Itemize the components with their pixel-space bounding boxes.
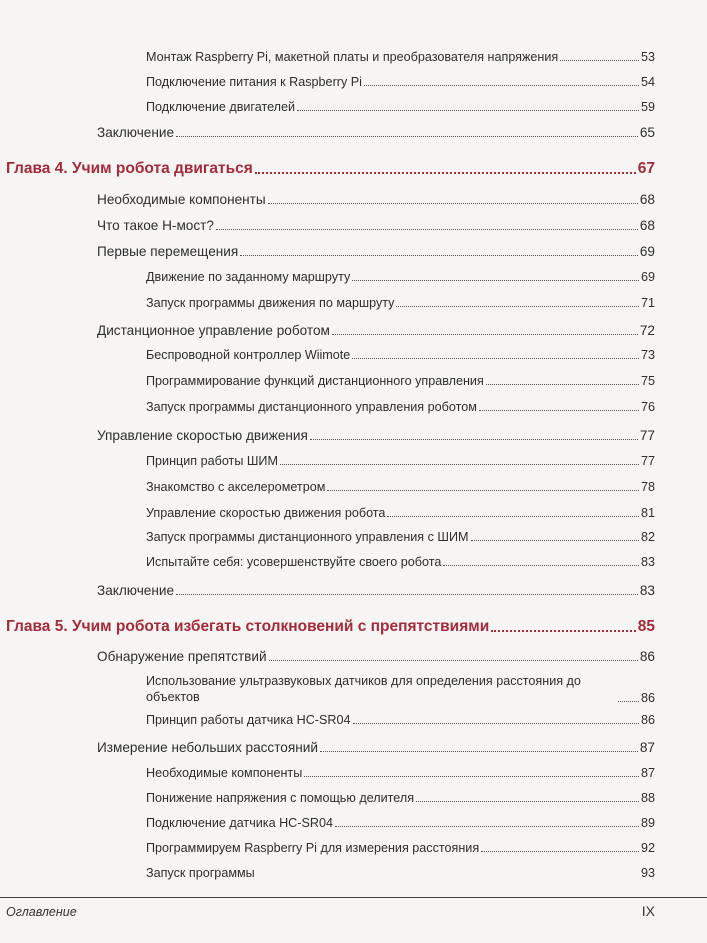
- toc-entry-title: Запуск программы движения по маршруту: [146, 296, 395, 310]
- dot-leader: [481, 850, 639, 852]
- dot-leader: [364, 84, 639, 86]
- dot-leader: [486, 383, 639, 385]
- toc-entry-page: 69: [639, 244, 655, 259]
- dot-leader: [269, 659, 638, 661]
- toc-entry-title: Программируем Raspberry Pi для измерения расстояния: [146, 841, 480, 855]
- toc-entry-page: 54: [640, 75, 655, 89]
- toc-entry-title: Управление скоростью движения: [97, 428, 308, 443]
- toc-entry-page: 86: [640, 691, 655, 705]
- toc-entry-page: 86: [640, 713, 655, 727]
- toc-entry-page: 78: [640, 480, 655, 494]
- dot-leader: [352, 279, 639, 281]
- toc-entry-page: 92: [640, 841, 655, 855]
- toc-entry-title: Управление скоростью движения робота: [146, 506, 386, 520]
- dot-leader: [332, 333, 638, 335]
- toc-entry: [146, 713, 655, 727]
- chapter-title: Глава 5. Учим робота избегать столкновений с препятствиями: [6, 618, 490, 635]
- dot-leader: [560, 59, 639, 61]
- dot-leader: [396, 305, 639, 307]
- toc-entry-page: 65: [639, 125, 655, 140]
- toc-entry-page: 68: [639, 192, 655, 207]
- toc-entry-page: 77: [639, 428, 655, 443]
- toc-entry: [97, 192, 655, 207]
- toc-entry-title: Запуск программы дистанционного управления с ШИМ: [146, 530, 469, 544]
- toc-entry-page: 82: [640, 530, 655, 544]
- toc-entry-page: 88: [640, 791, 655, 805]
- toc-entry: [146, 506, 655, 520]
- toc-entry-title: Что такое Н-мост?: [97, 218, 214, 233]
- toc-entry-title: Обнаружение препятствий: [97, 649, 267, 664]
- toc-entry-title: Испытайте себя: усовершенствуйте своего робота: [146, 555, 442, 569]
- toc-entry-title: Подключение двигателей: [146, 100, 296, 114]
- chapter-heading: [6, 618, 655, 636]
- dot-leader: [257, 876, 639, 877]
- toc-entry: [97, 649, 655, 664]
- toc-entry: [146, 866, 655, 880]
- toc-entry: [146, 75, 655, 89]
- toc-entry: [146, 530, 655, 544]
- toc-entry: [97, 244, 655, 259]
- toc-entry: [146, 400, 655, 414]
- dot-leader: [304, 775, 639, 777]
- dot-leader: [268, 202, 638, 204]
- chapter-heading: [6, 160, 655, 178]
- toc-entry-title: Запуск программы: [146, 866, 255, 880]
- dot-leader: [310, 438, 638, 440]
- dot-leader: [255, 171, 636, 174]
- toc-entry: [97, 218, 655, 233]
- toc-entry: [146, 673, 655, 705]
- toc-entry-page: 68: [639, 218, 655, 233]
- toc-entry-page: 73: [640, 348, 655, 362]
- chapter-title: Глава 4. Учим робота двигаться: [6, 160, 253, 177]
- toc-entry-page: 89: [640, 816, 655, 830]
- toc-entry-page: 93: [640, 866, 655, 880]
- toc-entry-page: 59: [640, 100, 655, 114]
- toc-entry-page: 87: [640, 766, 655, 780]
- toc-entry-title: Измерение небольших расстояний: [97, 740, 318, 755]
- chapter-page: 85: [637, 618, 655, 635]
- footer-page-number: IX: [641, 903, 655, 919]
- toc-entry-page: 76: [640, 400, 655, 414]
- dot-leader: [176, 135, 638, 137]
- toc-entry: [146, 50, 655, 64]
- toc-entry-page: 53: [640, 50, 655, 64]
- toc-entry-title: Беспроводной контроллер Wiimote: [146, 348, 351, 362]
- dot-leader: [335, 825, 639, 827]
- toc-entry: [97, 323, 655, 338]
- chapter-page: 67: [637, 160, 655, 177]
- toc-entry-page: 75: [640, 374, 655, 388]
- dot-leader: [443, 564, 639, 566]
- footer-divider: [0, 897, 707, 898]
- toc-entry: [146, 766, 655, 780]
- toc-entry-title: Заключение: [97, 125, 175, 140]
- toc-entry: [97, 740, 655, 755]
- toc-entry-title: Принцип работы ШИМ: [146, 454, 278, 468]
- dot-leader: [387, 515, 639, 517]
- toc-entry-page: 77: [640, 454, 655, 468]
- dot-leader: [216, 228, 638, 230]
- dot-leader: [416, 800, 639, 802]
- toc-entry-title: Подключение питания к Raspberry Pi: [146, 75, 362, 89]
- toc-entry: [146, 270, 655, 284]
- toc-entry-title: Знакомство с акселерометром: [146, 480, 326, 494]
- toc-entry: [97, 428, 655, 443]
- dot-leader: [353, 722, 639, 724]
- toc-entry-title: Понижение напряжения с помощью делителя: [146, 791, 415, 805]
- toc-entry-page: 87: [639, 740, 655, 755]
- toc-entry-title: Подключение датчика HC-SR04: [146, 816, 333, 830]
- toc-entry: [97, 125, 655, 140]
- dot-leader: [491, 629, 636, 632]
- dot-leader: [176, 593, 638, 595]
- dot-leader: [479, 409, 639, 411]
- toc-entry-title: Первые перемещения: [97, 244, 239, 259]
- dot-leader: [618, 700, 639, 702]
- dot-leader: [327, 489, 639, 491]
- dot-leader: [320, 750, 638, 752]
- toc-entry-title: Движение по заданному маршруту: [146, 270, 351, 284]
- toc-entry: [146, 348, 655, 362]
- toc-entry-title: Дистанционное управление роботом: [97, 323, 330, 338]
- toc-entry-title: Запуск программы дистанционного управления роботом: [146, 400, 477, 414]
- toc-entry-title: Необходимые компоненты: [146, 766, 303, 780]
- toc-entry: [146, 555, 655, 569]
- toc-entry: [146, 296, 655, 310]
- dot-leader: [352, 357, 639, 359]
- toc-entry: [146, 454, 655, 468]
- toc-entry: [146, 791, 655, 805]
- toc-entry-page: 83: [640, 555, 655, 569]
- toc-entry-page: 86: [639, 649, 655, 664]
- toc-entry: [146, 816, 655, 830]
- toc-entry-title: Использование ультразвуковых датчиков для определения расстояния до объектов: [146, 674, 581, 704]
- toc-entry-page: 81: [640, 506, 655, 520]
- dot-leader: [297, 109, 639, 111]
- toc-entry-page: 71: [640, 296, 655, 310]
- toc-entry: [146, 100, 655, 114]
- dot-leader: [280, 463, 639, 465]
- toc-entry: [97, 583, 655, 598]
- toc-entry: [146, 841, 655, 855]
- toc-entry-page: 69: [640, 270, 655, 284]
- toc-entry-page: 83: [639, 583, 655, 598]
- toc-entry-title: Заключение: [97, 583, 175, 598]
- toc-entry: [146, 374, 655, 388]
- dot-leader: [240, 254, 638, 256]
- dot-leader: [471, 539, 639, 541]
- toc-entry-page: 72: [639, 323, 655, 338]
- footer-section-title: Оглавление: [6, 905, 77, 919]
- toc-entry-title: Принцип работы датчика HC-SR04: [146, 713, 351, 727]
- toc-entry-title: Монтаж Raspberry Pi, макетной платы и преобразователя напряжения: [146, 50, 559, 64]
- toc-entry: [146, 480, 655, 494]
- toc-entry-title: Программирование функций дистанционного управления: [146, 374, 484, 388]
- toc-entry-title: Необходимые компоненты: [97, 192, 266, 207]
